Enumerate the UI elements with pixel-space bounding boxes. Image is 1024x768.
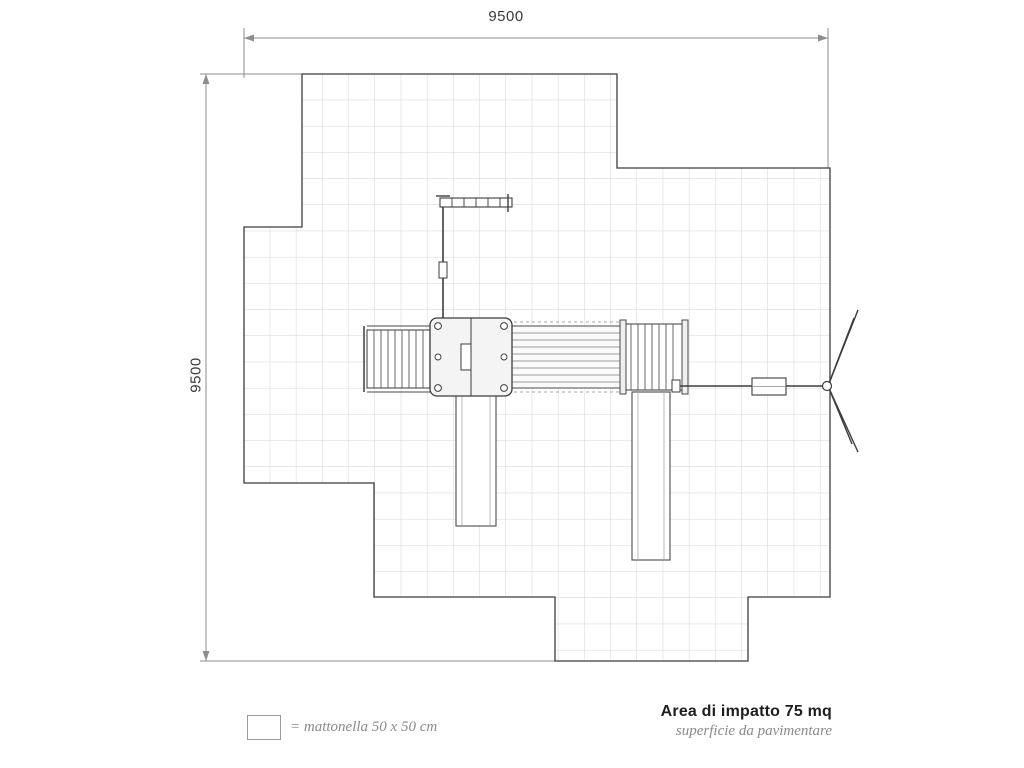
slide-secondary xyxy=(632,392,670,560)
swing-seat xyxy=(752,378,786,395)
dimension-top-label: 9500 xyxy=(488,8,524,25)
impact-area-caption xyxy=(661,703,832,740)
play-tower xyxy=(430,318,512,396)
legend xyxy=(247,715,437,740)
tile-swatch-icon xyxy=(247,715,281,740)
bridge-deck xyxy=(508,322,624,392)
legend-label: = mattonella 50 x 50 cm xyxy=(290,719,438,735)
ladder-left xyxy=(364,326,430,392)
dimension-left-label: 9500 xyxy=(187,357,205,393)
slide xyxy=(456,392,496,526)
impact-area-title: Area di impatto 75 mq xyxy=(660,703,832,720)
impact-area-subtitle: superficie da pavimentare xyxy=(675,723,832,739)
swing-frame xyxy=(828,310,858,452)
